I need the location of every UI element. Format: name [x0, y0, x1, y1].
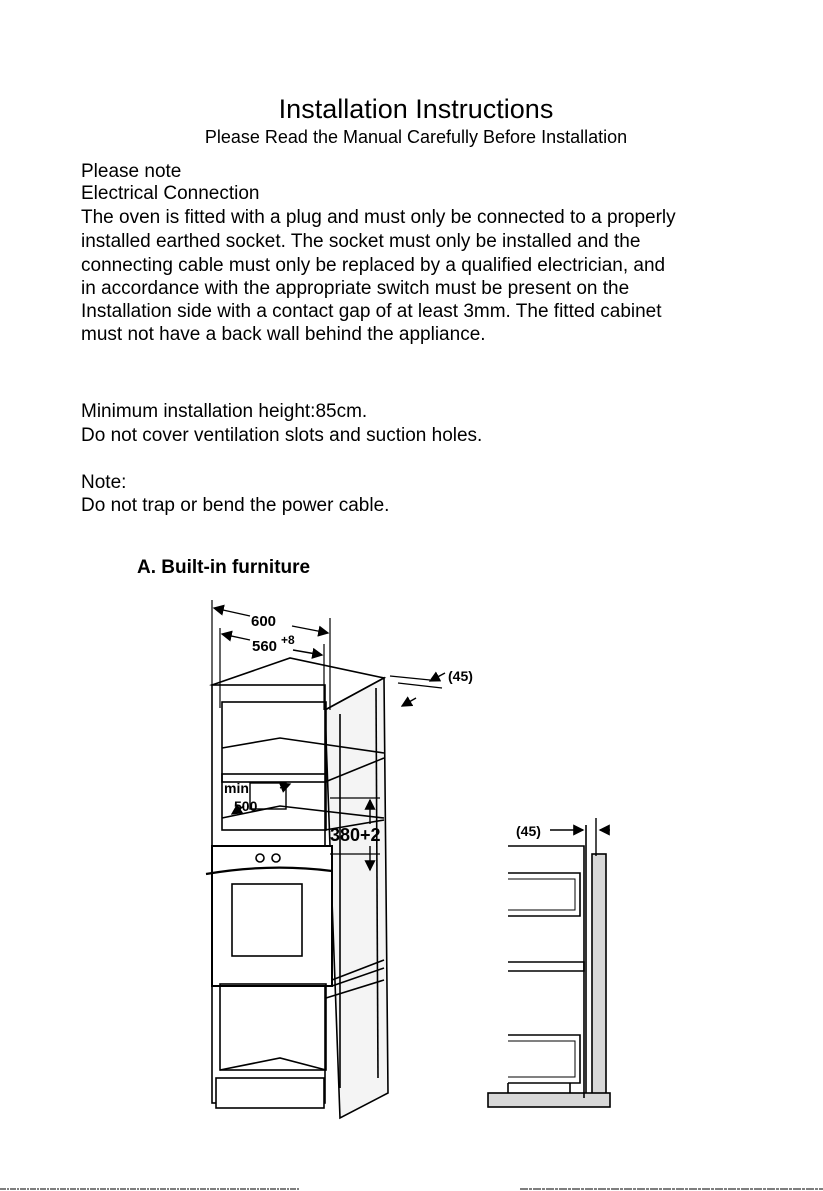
page-title: Installation Instructions [278, 94, 554, 124]
min-height-text: Minimum installation height:85cm. [81, 401, 368, 422]
electrical-line: installed earthed socket. The socket must only be installed and the [81, 231, 641, 252]
side-view-illustration [488, 825, 610, 1107]
niche-height-label: 380+2 [330, 825, 381, 845]
cabinet-illustration [206, 658, 388, 1118]
cable-note-text: Do not trap or bend the power cable. [81, 495, 390, 516]
electrical-line: The oven is fitted with a plug and must only be connected to a properly [81, 207, 676, 228]
inner-width-tolerance: +8 [281, 633, 295, 647]
cable-note-label: Note: [81, 472, 127, 493]
electrical-line: must not have a back wall behind the appliance. [81, 324, 486, 345]
side-gap-label: (45) [516, 823, 541, 839]
installation-diagram [190, 588, 680, 1120]
electrical-line: connecting cable must only be replaced by a qualified electrician, and [81, 255, 666, 276]
electrical-line: Installation side with a contact gap of at least 3mm. The fitted cabinet [81, 301, 662, 322]
depth-label: 500 [234, 798, 258, 814]
ventilation-text: Do not cover ventilation slots and suction holes. [81, 425, 483, 446]
electrical-line: in accordance with the appropriate switch must be present on the [81, 278, 630, 299]
page-subtitle: Please Read the Manual Carefully Before Installation [204, 127, 628, 147]
inner-width-label: 560 [252, 638, 278, 655]
footer-rule [0, 1186, 823, 1191]
electrical-heading: Electrical Connection [81, 183, 260, 204]
section-title: A. Built-in furniture [137, 557, 311, 578]
gap-label: (45) [448, 668, 473, 684]
note-heading: Please note [81, 161, 182, 182]
min-label: min [224, 780, 249, 796]
width-label: 600 [251, 613, 277, 630]
